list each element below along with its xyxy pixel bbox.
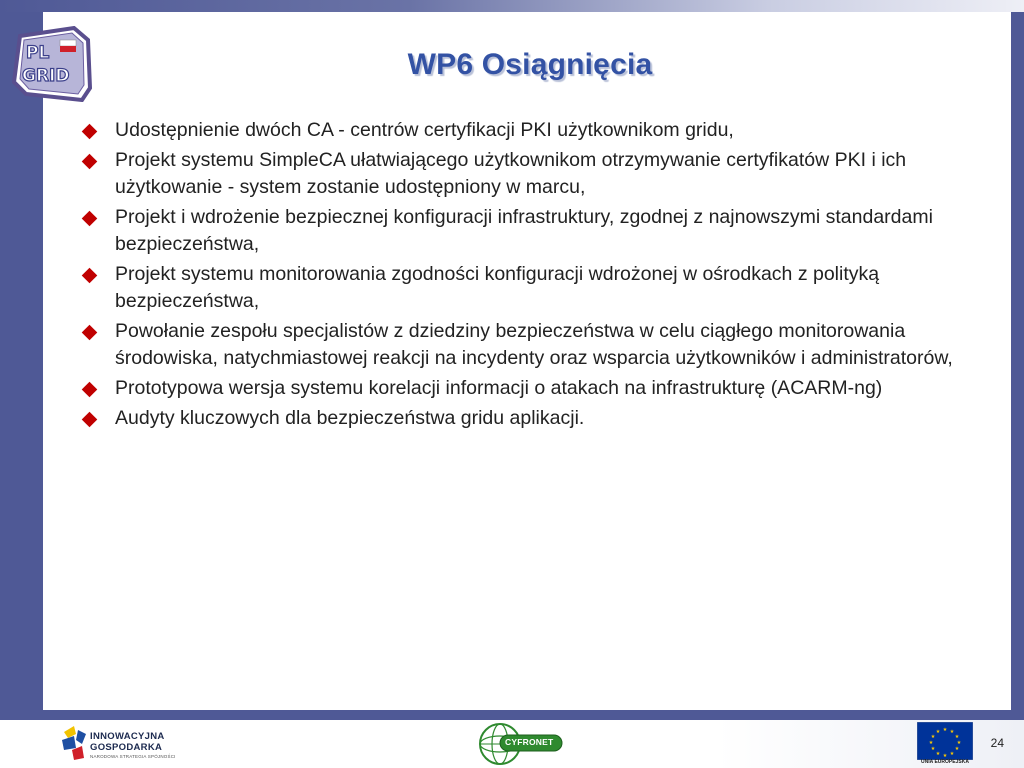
innowacyjna-text: INNOWACYJNA	[90, 731, 165, 742]
frame-bottom	[0, 710, 1024, 720]
diamond-bullet-icon	[82, 154, 98, 170]
svg-text:★: ★	[930, 746, 936, 752]
svg-text:★: ★	[928, 740, 934, 746]
svg-text:★: ★	[942, 727, 948, 733]
list-item: Prototypowa wersja systemu korelacji informacji o atakach na infrastrukturę (ACARM-ng)	[80, 375, 990, 402]
list-item: Projekt i wdrożenie bezpiecznej konfiguracji infrastruktury, zgodnej z najnowszymi standardami bezpieczeństwa,	[80, 204, 990, 258]
bullet-list	[80, 117, 990, 435]
frame-left	[0, 0, 43, 768]
diamond-bullet-icon	[82, 268, 98, 284]
list-item: Projekt systemu monitorowania zgodności konfiguracji wdrożonej w ośrodkach z polityką bezpieczeństwa,	[80, 261, 990, 315]
svg-text:★: ★	[954, 734, 960, 740]
cyfronet-text: CYFRONET	[505, 737, 554, 747]
svg-text:★: ★	[954, 746, 960, 752]
svg-text:★: ★	[942, 753, 948, 759]
svg-text:PL: PL	[26, 43, 50, 63]
diamond-bullet-icon	[82, 382, 98, 398]
svg-text:GRID: GRID	[22, 66, 70, 86]
frame-right	[1011, 0, 1024, 768]
slide-title: WP6 Osiągnięcia	[407, 48, 653, 81]
gospodarka-text: GOSPODARKA	[90, 742, 163, 753]
plgrid-logo	[12, 26, 92, 102]
list-item: Projekt systemu SimpleCA ułatwiającego użytkownikom otrzymywanie certyfikatów PKI i ich użytkowanie - system zostanie udostępniony w marcu,	[80, 147, 990, 201]
svg-text:★: ★	[935, 751, 941, 757]
svg-text:★: ★	[935, 729, 941, 735]
diamond-bullet-icon	[82, 211, 98, 227]
eu-text: UNIA EUROPEJSKA	[921, 759, 969, 765]
svg-text:★: ★	[930, 734, 936, 740]
frame-top	[0, 0, 1024, 12]
page-number: 24	[990, 736, 1004, 750]
diamond-bullet-icon	[82, 412, 98, 428]
diamond-bullet-icon	[82, 124, 98, 140]
svg-text:★: ★	[949, 751, 955, 757]
svg-text:★: ★	[949, 729, 955, 735]
list-item: Audyty kluczowych dla bezpieczeństwa gridu aplikacji.	[80, 405, 990, 432]
list-item: Udostępnienie dwóch CA - centrów certyfikacji PKI użytkownikom gridu,	[80, 117, 990, 144]
list-item: Powołanie zespołu specjalistów z dziedziny bezpieczeństwa w celu ciągłego monitorowania środowiska, natychmiastowej reakcji na incydenty oraz wsparcia użytkowników i administratorów,	[80, 318, 990, 372]
strategia-text: NARODOWA STRATEGIA SPÓJNOŚCI	[90, 754, 176, 759]
svg-text:★: ★	[956, 740, 962, 746]
eu-flag-logo	[917, 722, 973, 760]
diamond-bullet-icon	[82, 325, 98, 341]
